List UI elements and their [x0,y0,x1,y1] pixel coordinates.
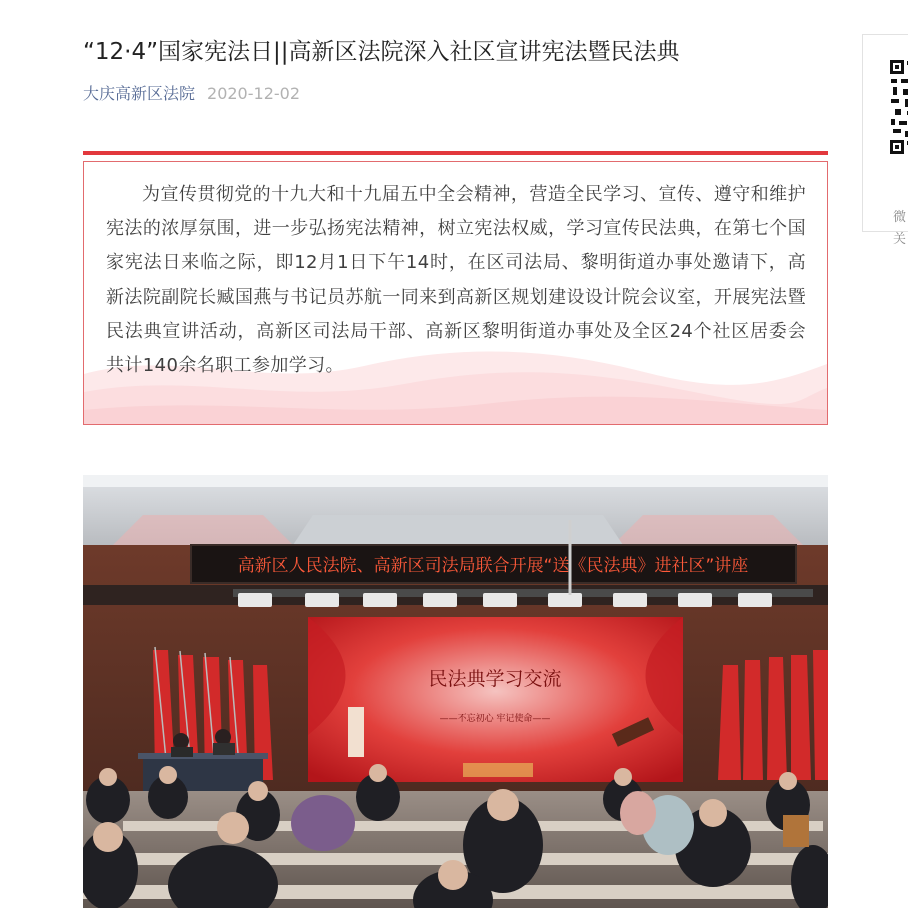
qr-caption-line2: 关 [893,232,907,247]
qr-caption-line1: 微 [893,210,907,225]
event-photo [83,475,828,908]
qr-code-icon [889,59,908,155]
qr-side-panel[interactable] [862,34,908,247]
intro-box [83,161,828,425]
author-link[interactable]: 大庆高新区法院 [83,84,196,103]
screen-title-text: 民法典学习交流 [428,668,562,690]
event-photo-illustration [83,475,828,908]
screen-subtitle-text: ——不忘初心 牢记使命—— [439,714,551,724]
title-divider [83,151,828,155]
publish-date: 2020-12-02 [207,84,300,103]
article-meta [83,82,300,106]
article-title: “12·4”国家宪法日||高新区法院深入社区宣讲宪法暨民法典 [83,39,680,65]
led-banner-text: 高新区人民法院、高新区司法局联合开展“送《民法典》进社区”讲座 [237,556,749,576]
intro-paragraph: 为宣传贯彻党的十九大和十九届五中全会精神，营造全民学习、宣传、遵守和维护宪法的浓厚氛围，进一步弘扬宪法精神，树立宪法权威，学习宣传民法典，在第七个国家宪法日来临之际，即12月1日下午14时，在区司法局、黎明街道办事处邀请下，高新法院副院长臧国燕与书记员苏航一同来到高新区规划建设设计院会议室，开展宪法暨民法典宣讲活动，高新区司法局干部、高新区黎明街道办事处及全区24个社区居委会共计140余名职工参加学习。 [106,184,806,377]
